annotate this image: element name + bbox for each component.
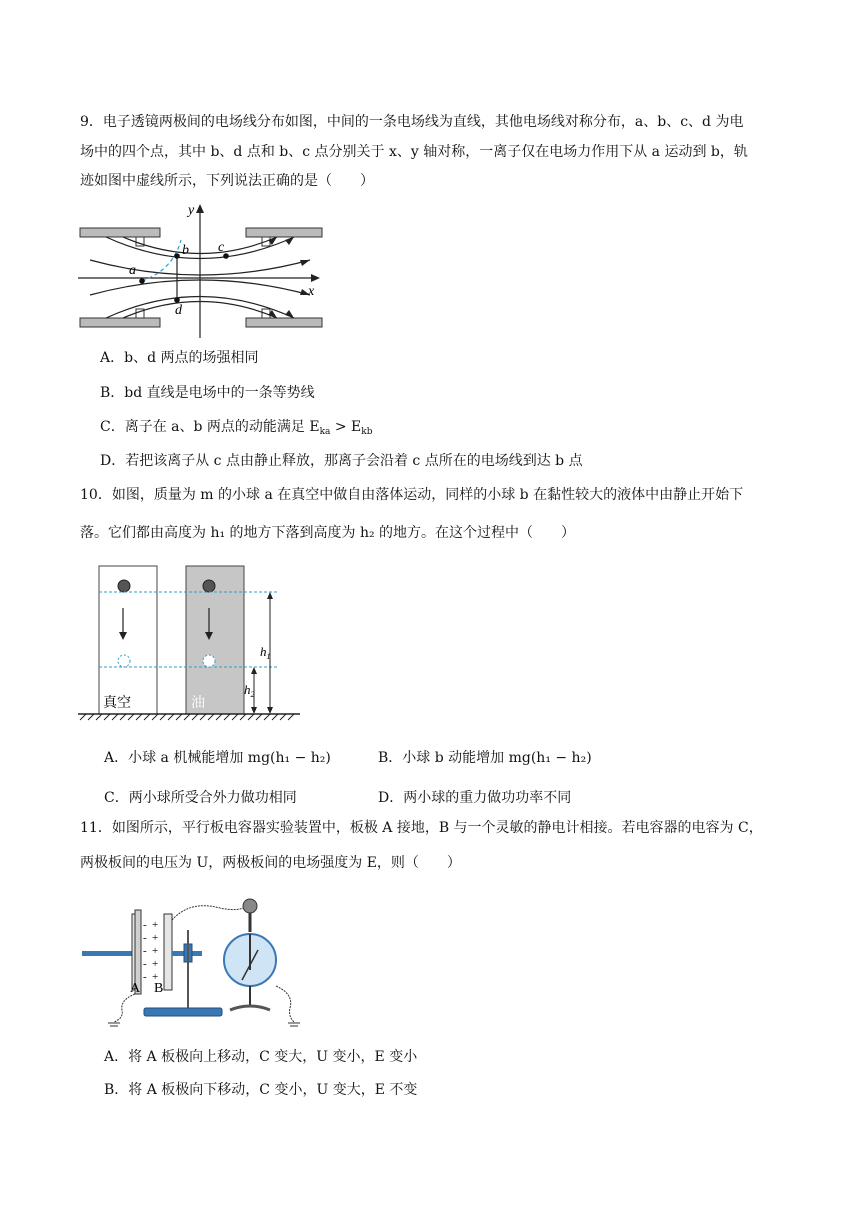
svg-text:-: - [143,958,147,970]
q9-option-b[interactable]: B．bd 直线是电场中的一条等势线 [100,385,315,401]
q9-option-c-sub1: ka [319,427,331,437]
q11-option-a[interactable]: A．将 A 板极向上移动，C 变大，U 变小，E 变小 [104,1049,418,1065]
q10-option-c[interactable]: C．两小球所受合外力做功相同 [104,790,297,806]
q11-stem-line-1: 11．如图所示，平行板电容器实验装置中，板极 A 接地，B 与一个灵敏的静电计相接。若电容器的电容为 C， [80,820,763,836]
svg-text:-: - [143,919,147,931]
q10-option-d[interactable]: D．两小球的重力做功功率不同 [378,790,572,806]
point-c-label: c [218,240,225,255]
q9-stem-line-2: 场中的四个点，其中 b、d 点和 b、c 点分别关于 x、y 轴对称，一离子仅在电场力作用下从 a 运动到 b，轨 [80,144,748,160]
plate-a-label: A [130,981,141,996]
svg-text:+: + [152,958,159,970]
plate-b-label: B [154,981,164,996]
q9-option-a[interactable]: A．b、d 两点的场强相同 [100,350,259,366]
plate-bottom-right [246,318,322,327]
q9-option-c[interactable] [100,416,373,443]
h1-label: $h_1$ [260,644,271,661]
plate-b [164,914,172,990]
svg-text:+: + [152,945,159,957]
svg-text:+: + [152,919,159,931]
vacuum-label: 真空 [103,696,131,711]
q9-option-c-sub2: kb [361,427,373,437]
plate-top-left [80,228,160,237]
point-d-label: d [175,303,182,318]
svg-text:+: + [152,932,159,944]
q11-capacitor-electrometer-figure [80,890,310,1030]
q9-stem-line-3: 迹如图中虚线所示，下列说法正确的是（ ） [80,173,374,189]
x-axis-label: x [308,284,315,299]
oil-label: 油 [191,696,205,711]
plate-top-right [246,228,322,237]
svg-text:-: - [143,932,147,944]
svg-text:-: - [143,945,147,957]
q11-stem-line-2: 两极板间的电压为 U，两极板间的电场强度为 E，则（ ） [80,855,461,871]
svg-text:-: - [143,971,147,983]
plate-bottom-left [80,318,160,327]
q9-option-c-pre: C．离子在 a、b 两点的动能满足 E [100,419,320,435]
q10-stem-line-2: 落。它们都由高度为 h₁ 的地方下落到高度为 h₂ 的地方。在这个过程中（ ） [80,525,576,541]
q10-stem-line-1: 10．如图，质量为 m 的小球 a 在真空中做自由落体运动，同样的小球 b 在黏性较大的液体中由静止开始下 [80,487,744,503]
point-b-label: b [182,243,189,258]
q10-option-b[interactable]: B．小球 b 动能增加 mg(h₁ − h₂) [378,750,592,766]
h2-label: $h_2$ [244,682,255,699]
q9-stem-line-1: 9．电子透镜两极间的电场线分布如图，中间的一条电场线为直线，其他电场线对称分布，a、b、c、d 为电 [80,114,744,130]
point-a-label: a [129,263,136,278]
q11-option-b[interactable]: B．将 A 板极向下移动，C 变小，U 变大，E 不变 [104,1082,418,1098]
q10-falling-balls-figure [78,562,303,722]
q9-option-d[interactable]: D．若把该离子从 c 点由静止释放，那离子会沿着 c 点所在的电场线到达 b 点 [100,453,583,469]
q10-option-a[interactable]: A．小球 a 机械能增加 mg(h₁ − h₂) [104,750,331,766]
svg-text:+: + [152,971,159,983]
y-axis-label: y [188,203,195,218]
q9-electron-lens-figure [78,200,338,340]
q9-option-c-mid: > E [330,419,362,435]
